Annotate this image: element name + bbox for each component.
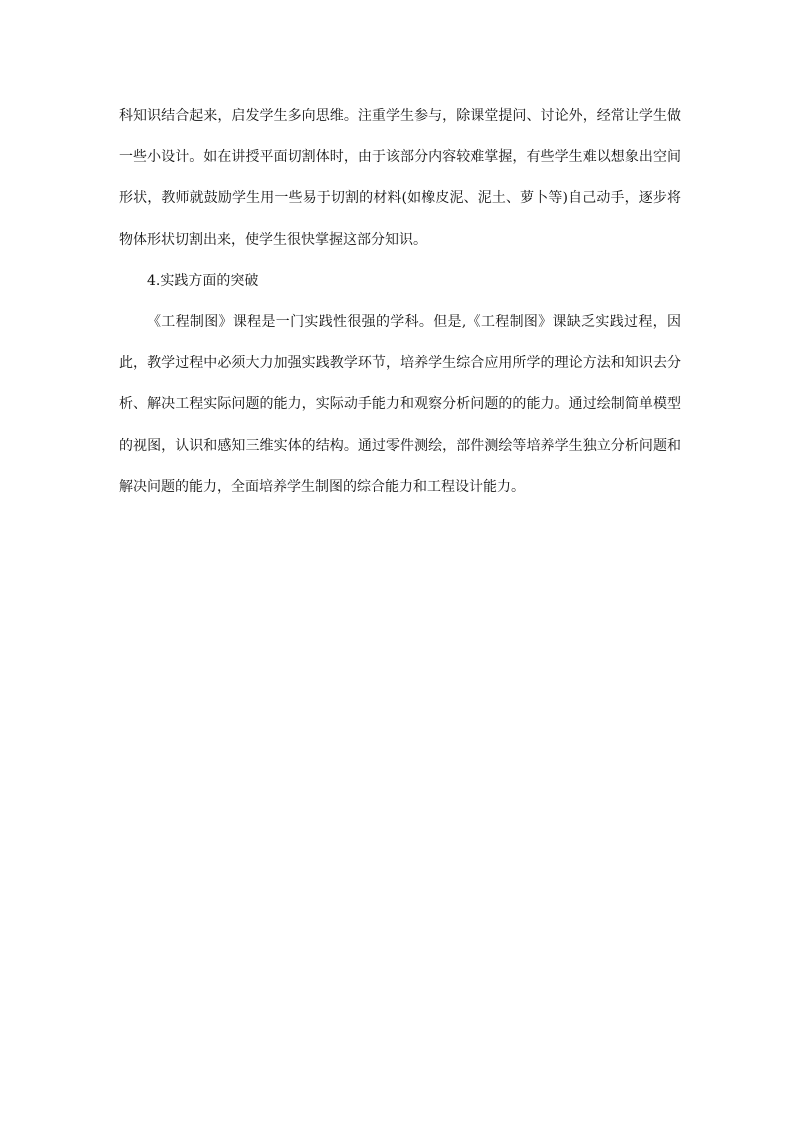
paragraph-2-line: 解决问题的能力，全面培养学生制图的综合能力和工程设计能力。: [119, 478, 525, 495]
paragraph-2-line: 的视图，认识和感知三维实体的结构。通过零件测绘，部件测绘等培养学生独立分析问题和: [119, 437, 681, 454]
paragraph-1-line: 物体形状切割出来，使学生很快掌握这部分知识。: [119, 231, 427, 248]
document-body: [119, 103, 681, 515]
paragraph-2-line: 《工程制图》课程是一门实践性很强的学科。但是,《工程制图》课缺乏实践过程，因: [147, 313, 681, 330]
paragraph-2-line: 此，教学过程中必须大力加强实践教学环节，培养学生综合应用所学的理论方法和知识去分: [119, 355, 681, 372]
paragraph-1-line: 科知识结合起来，启发学生多向思维。注重学生参与，除课堂提问、讨论外，经常让学生做: [119, 108, 681, 124]
paragraph-1-line: 一些小设计。如在讲授平面切割体时，由于该部分内容较难掌握，有些学生难以想象出空间: [119, 149, 681, 166]
section-heading: 4.实践方面的突破: [147, 272, 259, 289]
paragraph-2-line: 析、解决工程实际问题的能力，实际动手能力和观察分析问题的的能力。通过绘制简单模型: [119, 396, 681, 413]
paragraph-1-line: 形状，教师就鼓励学生用一些易于切割的材料(如橡皮泥、泥土、萝卜等)自己动手，逐步将: [119, 190, 681, 207]
